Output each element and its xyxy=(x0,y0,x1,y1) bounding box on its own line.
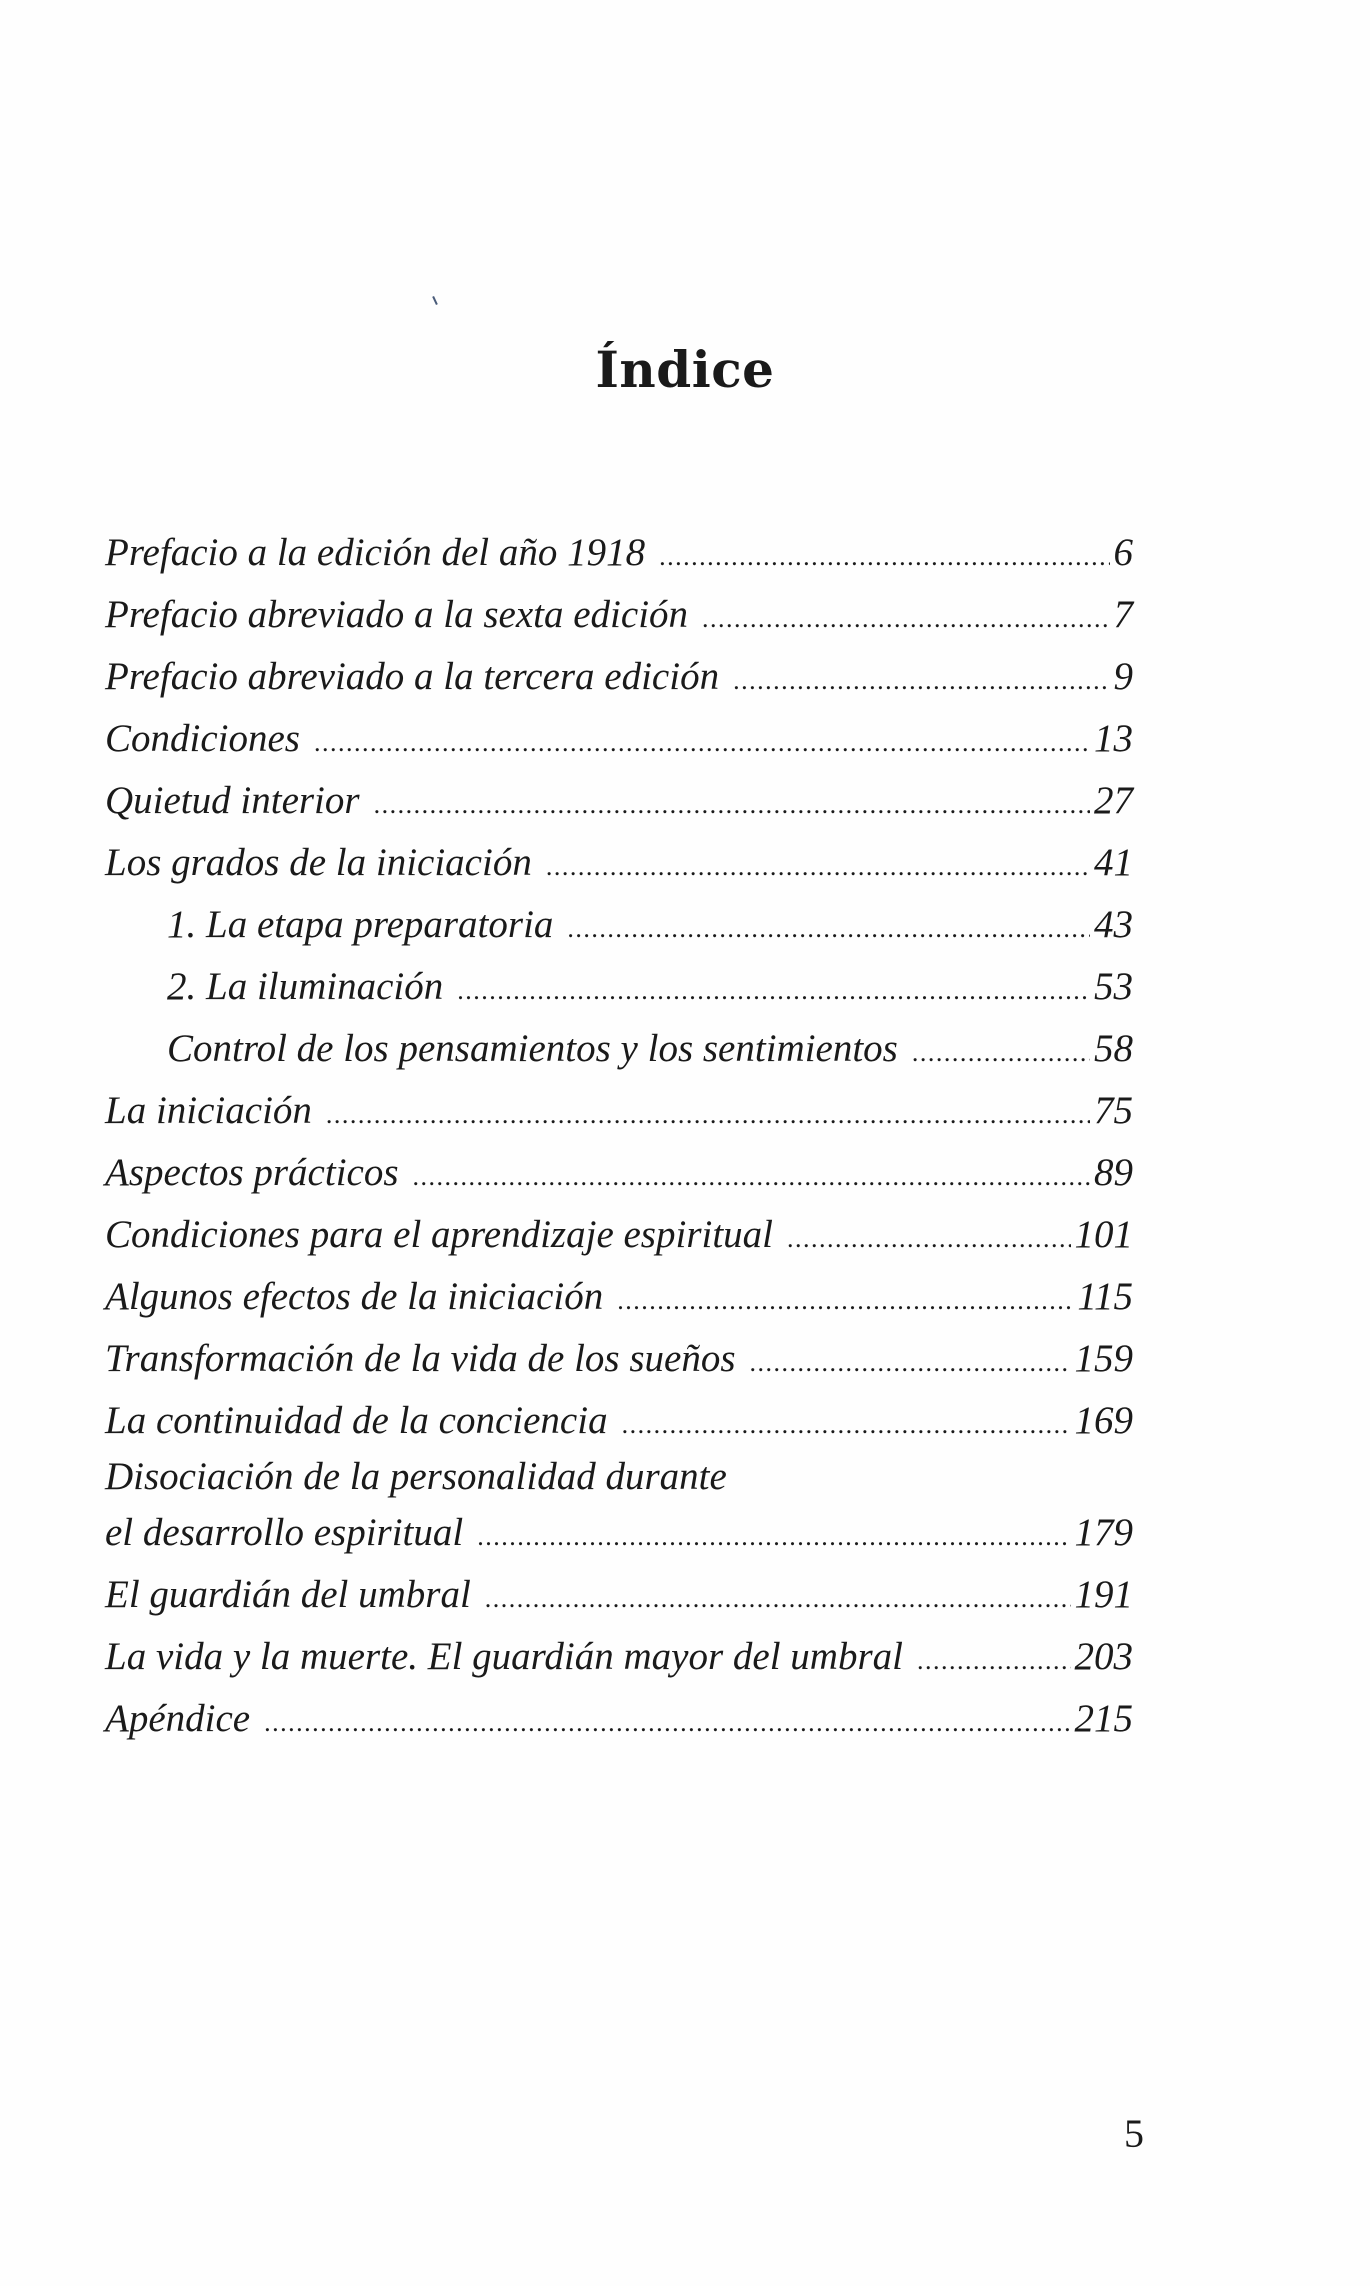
toc-entry-title-line2: el desarrollo espiritual xyxy=(105,1511,464,1554)
dot-leader xyxy=(750,1332,1071,1394)
toc-entry[interactable] xyxy=(105,708,1133,770)
toc-entry-title: Prefacio abreviado a la sexta edición xyxy=(105,593,689,636)
toc-entry[interactable] xyxy=(105,1564,1133,1626)
toc-entry-page: 89 xyxy=(1094,1151,1133,1194)
toc-entry-title: Algunos efectos de la iniciación xyxy=(105,1275,604,1318)
dot-leader xyxy=(326,1084,1090,1146)
dot-leader xyxy=(617,1270,1073,1332)
dot-leader xyxy=(314,712,1090,774)
toc-subentry[interactable] xyxy=(105,1018,1133,1080)
toc-entry-title: Los grados de la iniciación xyxy=(105,841,532,884)
toc-entry-title-line1: Disociación de la personalidad durante xyxy=(105,1455,727,1498)
toc-entry[interactable] xyxy=(105,584,1133,646)
dot-leader xyxy=(413,1146,1090,1208)
page-number: 5 xyxy=(1124,2111,1144,2156)
toc-entry[interactable] xyxy=(105,1688,1133,1750)
toc-entry-page: 43 xyxy=(1094,903,1133,946)
toc-entry-page: 179 xyxy=(1074,1511,1133,1554)
toc-entry-page: 215 xyxy=(1074,1697,1133,1740)
stray-ink-mark xyxy=(432,296,438,305)
toc-entry-page: 203 xyxy=(1074,1635,1133,1678)
dot-leader xyxy=(659,526,1109,588)
toc-entry-title: Condiciones xyxy=(105,717,300,760)
toc-entry-title: La iniciación xyxy=(105,1089,312,1132)
dot-leader xyxy=(917,1630,1071,1692)
toc-entry-page: 159 xyxy=(1074,1337,1133,1380)
toc-entry-page: 101 xyxy=(1074,1213,1133,1256)
toc-entry-title: Control de los pensamientos y los sentimientos xyxy=(167,1027,898,1070)
toc-entry-title: Apéndice xyxy=(105,1697,251,1740)
toc-entry[interactable] xyxy=(105,832,1133,894)
toc-entry-page: 191 xyxy=(1074,1573,1133,1616)
toc-entry-page: 13 xyxy=(1094,717,1133,760)
toc-entry-title: Condiciones para el aprendizaje espiritual xyxy=(105,1213,774,1256)
toc-entry-title: Prefacio a la edición del año 1918 xyxy=(105,531,646,574)
dot-leader xyxy=(733,650,1109,712)
dot-leader xyxy=(477,1506,1070,1568)
toc-entry-title: La vida y la muerte. El guardián mayor del umbral xyxy=(105,1635,903,1678)
toc-entry[interactable] xyxy=(105,646,1133,708)
toc-entry-page: 27 xyxy=(1094,779,1133,822)
toc-entry-page: 7 xyxy=(1113,593,1133,636)
toc-entry-title: Prefacio abreviado a la tercera edición xyxy=(105,655,720,698)
dot-leader xyxy=(264,1692,1070,1754)
toc-entry-title: Aspectos prácticos xyxy=(105,1151,399,1194)
toc-entry-title: Quietud interior xyxy=(105,779,360,822)
toc-entry-title: 2. La iluminación xyxy=(167,965,444,1008)
dot-leader xyxy=(485,1568,1071,1630)
toc-entry[interactable] xyxy=(105,1080,1133,1142)
toc-entry-title: 1. La etapa preparatoria xyxy=(167,903,554,946)
toc-entry[interactable] xyxy=(105,1390,1133,1452)
page-title: Índice xyxy=(595,340,775,399)
dot-leader xyxy=(374,774,1090,836)
toc-entry-page: 75 xyxy=(1094,1089,1133,1132)
toc-entry-title: Transformación de la vida de los sueños xyxy=(105,1337,736,1380)
dot-leader xyxy=(787,1208,1070,1270)
toc-entry[interactable] xyxy=(105,1266,1133,1328)
table-of-contents xyxy=(105,522,1133,1750)
toc-entry-title: La continuidad de la conciencia xyxy=(105,1399,608,1442)
toc-entry-page: 58 xyxy=(1094,1027,1133,1070)
toc-entry-page: 6 xyxy=(1113,531,1133,574)
toc-entry[interactable] xyxy=(105,1204,1133,1266)
dot-leader xyxy=(702,588,1109,650)
toc-entry[interactable] xyxy=(105,1626,1133,1688)
toc-entry[interactable] xyxy=(105,1452,1133,1564)
toc-entry-page: 53 xyxy=(1094,965,1133,1008)
toc-entry-page: 9 xyxy=(1113,655,1133,698)
toc-subentry[interactable] xyxy=(105,894,1133,956)
toc-subentry[interactable] xyxy=(105,956,1133,1018)
dot-leader xyxy=(457,960,1090,1022)
toc-entry-title: El guardián del umbral xyxy=(105,1573,471,1616)
dot-leader xyxy=(546,836,1090,898)
toc-entry-second-line xyxy=(105,1502,1133,1564)
toc-entry[interactable] xyxy=(105,1328,1133,1390)
dot-leader xyxy=(912,1022,1090,1084)
toc-entry-page: 41 xyxy=(1094,841,1133,884)
toc-entry-page: 169 xyxy=(1074,1399,1133,1442)
toc-entry[interactable] xyxy=(105,1142,1133,1204)
dot-leader xyxy=(622,1394,1071,1456)
toc-entry[interactable] xyxy=(105,522,1133,584)
toc-entry-page: 115 xyxy=(1077,1275,1133,1318)
toc-entry[interactable] xyxy=(105,770,1133,832)
dot-leader xyxy=(567,898,1090,960)
